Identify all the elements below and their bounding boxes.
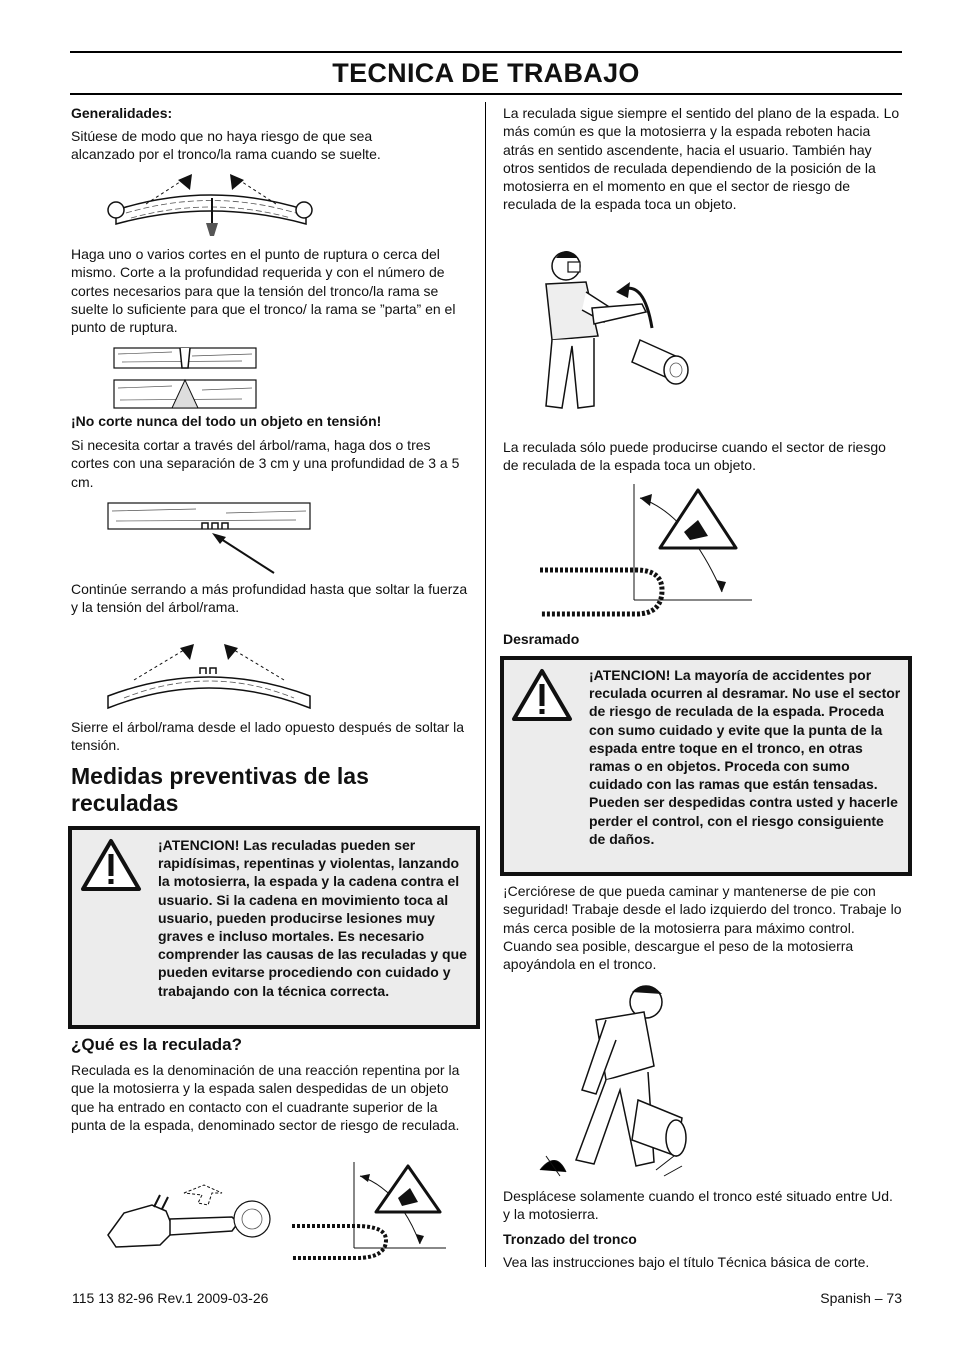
- column-divider: [485, 102, 486, 1267]
- warning-triangle-icon: [511, 668, 573, 722]
- left-paragraph-4: Continúe serrando a más profundidad hasta que soltar la fuerza y la tensión del árbol/rama.: [71, 581, 468, 616]
- kickback-warning-text: ¡ATENCION! Las reculadas pueden ser rapidísimas, repentinas y violentas, lanzando la motosierra, la espada y la cadena contra el usuario. Si la cadena en movimiento toca al usuario, pueden producirse lesiones muy graves e incluso mortales. Es necesario comprender las causas de las reculadas y que pueden evitarse procediendo con cuidado y trabajando con la técnica correcta.: [158, 837, 467, 999]
- tension-release-illustration: [104, 640, 314, 716]
- limbing-operator-illustration: [536, 980, 686, 1185]
- footer-page-number: Spanish – 73: [820, 1290, 902, 1306]
- tronzado-heading: Tronzado del tronco: [503, 1231, 637, 1247]
- operator-kickback-illustration: [532, 240, 694, 420]
- left-paragraph-6: Reculada es la denominación de una reacción repentina por la que la motosierra y la espada salen despedidas de un objeto que ha entrado en contacto con el cuadrante superior de la punta de la espada, denominado sector de riesgo de reculada.: [71, 1062, 460, 1133]
- left-paragraph-2: Haga uno o varios cortes en el punto de ruptura o cerca del mismo. Corte a la profundidad requerida y con el número de cortes necesarios para que la tensión del tronco/la rama se suelte lo suficiente para que el tronco/ la rama se ”parta” en el punto de ruptura.: [71, 246, 456, 336]
- right-paragraph-1: La reculada sigue siempre el sentido del plano de la espada. Lo más común es que la motosierra y la espada reboten hacia atrás en sentido ascendente, hacia el usuario. También hay otros sentidos de reculada dependiendo de la posición de la motosierra en el momento en que el sector de riesgo de reculada de la espada toca un objeto.: [503, 105, 900, 213]
- section-heading: Medidas preventivas de las reculadas: [71, 763, 369, 816]
- tension-warning-heading: ¡No corte nunca del todo un objeto en tensión!: [71, 413, 382, 429]
- limbing-warning-text: ¡ATENCION! La mayoría de accidentes por reculada ocurren al desramar. No use el sector de riesgo de reculada de la espada. Proceda con sumo cuidado y evite que la punta de la espada entre toque en el tronco, en otras ramas o en objetos. Proceda con sumo cuidado con las ramas que están tensadas. Pueden ser despedidas contra usted y hacerle perder el control, con el riesgo consiguiente de daños.: [589, 667, 901, 847]
- log-release-illustration: [106, 168, 316, 248]
- log-cut-diagram: [112, 344, 258, 410]
- kickback-zone-diagram-left: [290, 1162, 450, 1267]
- warning-triangle-icon: [80, 838, 142, 892]
- left-paragraph-5: Sierre el árbol/rama desde el lado opuesto después de soltar la tensión.: [71, 719, 465, 754]
- chainsaw-kickback-illustration: [104, 1183, 276, 1253]
- left-paragraph-1: Sitúese de modo que no haya riesgo de que sea alcanzado por el tronco/la rama cuando se suelte.: [71, 128, 381, 163]
- right-paragraph-5: Vea las instrucciones bajo el título Técnica básica de corte.: [503, 1254, 870, 1270]
- footer-document-id: 115 13 82-96 Rev.1 2009-03-26: [72, 1290, 269, 1306]
- right-paragraph-3: ¡Cerciórese de que pueda caminar y mantenerse de pie con seguridad! Trabaje desde el lado izquierdo del tronco. Trabaje lo más cerca posible de la motosierra para máximo control. Cuando sea posible, descargue el peso de la motosierra apoyándola en el tronco.: [503, 883, 902, 973]
- page-title: TECNICA DE TRABAJO: [70, 51, 902, 95]
- desramado-heading: Desramado: [503, 631, 580, 647]
- kickback-subheading: ¿Qué es la reculada?: [71, 1035, 243, 1054]
- multiple-cuts-diagram: [106, 499, 312, 575]
- right-paragraph-2: La reculada sólo puede producirse cuando el sector de riesgo de reculada de la espada toca un objeto.: [503, 439, 886, 474]
- right-paragraph-4: Desplácese solamente cuando el tronco esté situado entre Ud. y la motosierra.: [503, 1188, 893, 1223]
- left-paragraph-3: Si necesita cortar a través del árbol/rama, haga dos o tres cortes con una separación de 3 cm y una profundidad de 3 a 5 cm.: [71, 437, 460, 490]
- generalidades-heading: Generalidades:: [71, 105, 173, 121]
- kickback-zone-diagram-right: [538, 484, 754, 626]
